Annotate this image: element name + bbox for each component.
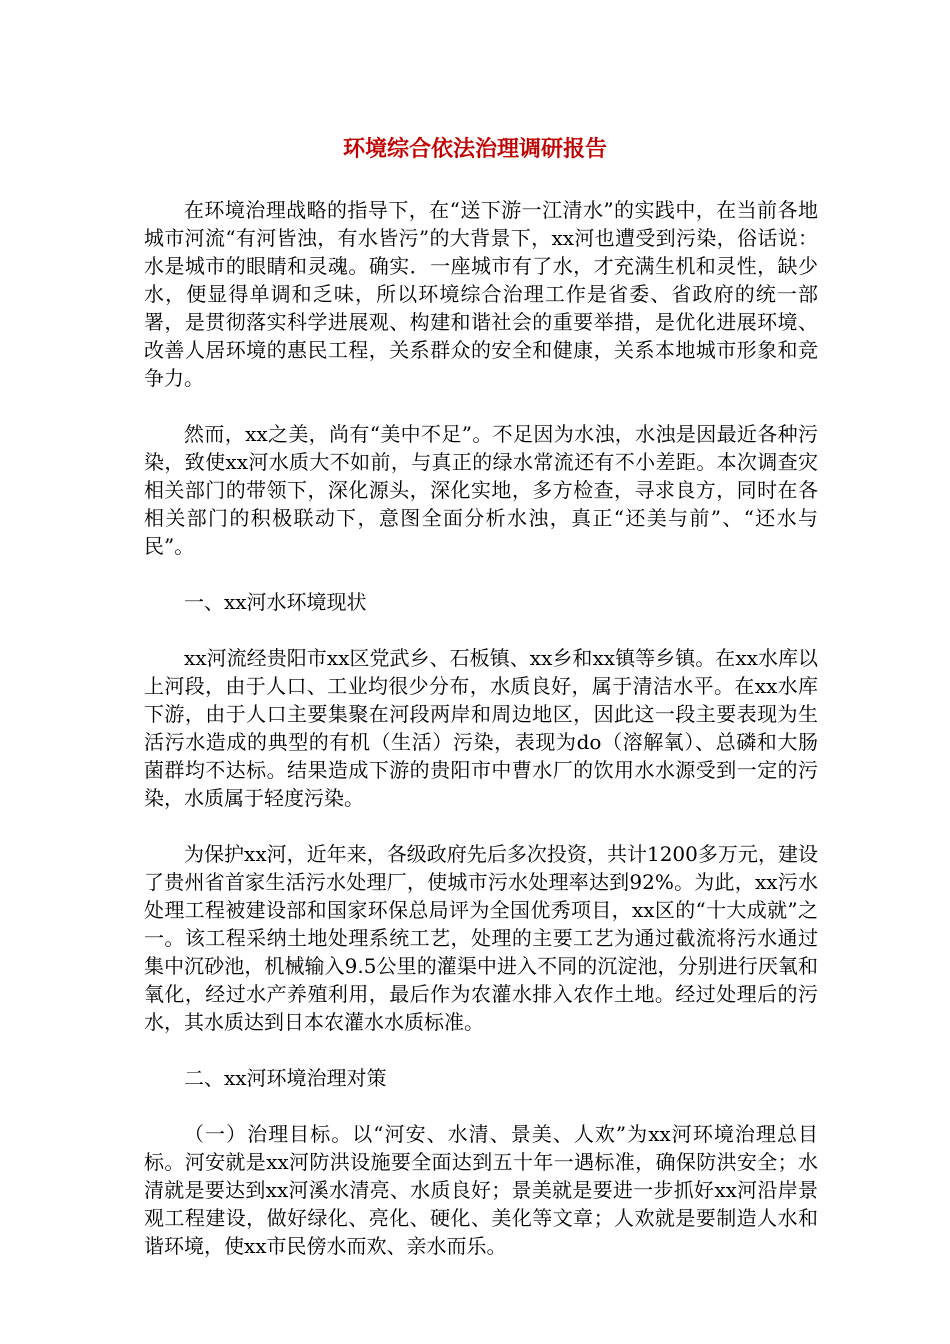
paragraph-goals: （一）治理目标。以“河安、水清、景美、人欢”为xx河环境治理总目标。河安就是xx河防洪设施要全面达到五十年一遇标准，确保防洪安全；水清就是要达到xx河溪水清亮、水质良好；景美就是要进一步抓好xx河沿岸景观工程建设，做好绿化、亮化、硬化、美化等文章；人欢就是要制造人水和谐环境，使xx市民傍水而欢、亲水而乐。	[144, 1122, 818, 1258]
paragraph-investment: 为保护xx河，近年来，各级政府先后多次投资，共计1200多万元，建设了贵州省首家生活污水处理厂，使城市污水处理率达到92%。为此，xx污水处理工程被建设部和国家环保总局评为全国优秀项目，xx区的“十大成就”之一。该工程采纳土地处理系统工艺，处理的主要工艺为通过截流将污水通过集中沉砂池，机械输入9.5公里的灌渠中进入不同的沉淀池，分别进行厌氧和氧化，经过水产养殖利用，最后作为农灌水排入农作土地。经过处理后的污水，其水质达到日本农灌水水质标准。	[144, 842, 818, 1034]
section-heading-countermeasures: 二、xx河环境治理对策	[184, 1066, 387, 1090]
document-title: 环境综合依法治理调研报告	[342, 137, 607, 162]
section-heading-status: 一、xx河水环境现状	[184, 590, 367, 614]
paragraph-status: xx河流经贵阳市xx区党武乡、石板镇、xx乡和xx镇等乡镇。在xx水库以上河段，由于人口、工业均很少分布，水质良好，属于清洁水平。在xx水库下游，由于人口主要集聚在河段两岸和周边地区，因此这一段主要表现为生活污水造成的典型的有机（生活）污染，表现为do（溶解氧）、总磷和大肠菌群均不达标。结果造成下游的贵阳市中曹水厂的饮用水水源受到一定的污染，水质属于轻度污染。	[144, 646, 818, 810]
paragraph-intro: 在环境治理战略的指导下，在“送下游一江清水”的实践中，在当前各地城市河流“有河皆浊，有水皆污”的大背景下，xx河也遭受到污染，俗话说：水是城市的眼睛和灵魂。确实．一座城市有了水，才充满生机和灵性，缺少水，便显得单调和乏味，所以环境综合治理工作是省委、省政府的统一部署，是贯彻落实科学进展观、构建和谐社会的重要举措，是优化进展环境、改善人居环境的惠民工程，关系群众的安全和健康，关系本地城市形象和竞争力。	[144, 198, 818, 390]
paragraph-problem: 然而，xx之美，尚有“美中不足”。不足因为水浊，水浊是因最近各种污染，致使xx河水质大不如前，与真正的绿水常流还有不小差距。本次调查灾相关部门的带领下，深化源头，深化实地，多方检查，寻求良方，同时在各相关部门的积极联动下，意图全面分析水浊，真正“还美与前”、“还水与民”。	[144, 422, 818, 558]
document-body	[144, 196, 818, 1288]
